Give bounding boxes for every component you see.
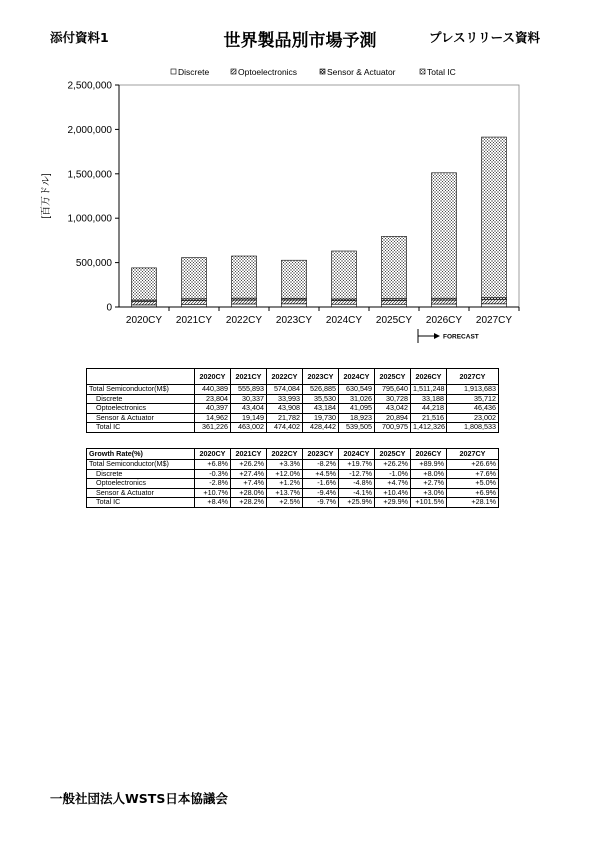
x-axis [119, 307, 519, 326]
table-cell: 526,885 [303, 385, 339, 395]
legend-label: Total IC [427, 67, 456, 77]
y-axis [68, 81, 120, 314]
row-label: Sensor & Actuator [87, 488, 195, 498]
table-cell: 19,149 [231, 413, 267, 423]
table-cell: 21,782 [267, 413, 303, 423]
forecast-annotation [418, 329, 479, 343]
table-cell: 700,975 [375, 423, 411, 433]
y-tick-label: 0 [106, 302, 112, 314]
y-tick-label: 1,000,000 [67, 213, 112, 225]
table-cell: +89.9% [411, 460, 447, 470]
table-cell: 428,442 [303, 423, 339, 433]
table-cell: 19,730 [303, 413, 339, 423]
column-header: 2026CY [411, 449, 447, 460]
x-tick-label: 2021CY [175, 315, 213, 326]
table-cell: 1,412,326 [411, 423, 447, 433]
row-label: Optoelectronics [87, 404, 195, 414]
table-cell: 46,436 [447, 404, 499, 414]
table-cell: +10.4% [375, 488, 411, 498]
table-cell: 574,084 [267, 385, 303, 395]
bar-total-ic-2022CY [232, 256, 257, 298]
table-cell: 795,640 [375, 385, 411, 395]
legend-swatch-sensor-actuator [320, 69, 325, 74]
y-tick-label: 2,500,000 [67, 80, 112, 92]
table-cell: 539,505 [339, 423, 375, 433]
table-cell: -2.8% [195, 479, 231, 489]
bar-optoelectronics-2023CY [282, 300, 307, 304]
column-header: 2020CY [195, 369, 231, 385]
table-header-row [87, 449, 499, 460]
table-cell: 43,184 [303, 404, 339, 414]
chart-legend [171, 67, 456, 77]
forecast-arrow-head [434, 333, 440, 339]
table-cell: +26.2% [231, 460, 267, 470]
table-cell: 41,095 [339, 404, 375, 414]
legend-label: Discrete [178, 67, 210, 77]
bar-total-ic-2020CY [132, 268, 157, 300]
table-cell: +6.9% [447, 488, 499, 498]
table-cell: 35,712 [447, 394, 499, 404]
attachment-label: 添付資料1 [50, 30, 109, 45]
table-cell: +101.5% [411, 498, 447, 508]
y-tick-label: 1,500,000 [67, 169, 112, 181]
column-header: 2021CY [231, 369, 267, 385]
table-cell: +8.4% [195, 498, 231, 508]
table-cell: -9.7% [303, 498, 339, 508]
x-tick-label: 2025CY [375, 315, 413, 326]
table-cell: 555,893 [231, 385, 267, 395]
bar-total-ic-2023CY [282, 260, 307, 298]
table-cell: -9.4% [303, 488, 339, 498]
table-cell: 43,908 [267, 404, 303, 414]
row-label: Optoelectronics [87, 479, 195, 489]
table-cell: 33,993 [267, 394, 303, 404]
column-header: 2024CY [339, 449, 375, 460]
bar-optoelectronics-2022CY [232, 300, 257, 304]
table-cell: +7.4% [231, 479, 267, 489]
table-row [87, 423, 499, 433]
column-header: 2023CY [303, 369, 339, 385]
legend-swatch-total-ic [420, 69, 425, 74]
table-cell: 463,002 [231, 423, 267, 433]
row-label: Discrete [87, 469, 195, 479]
table-cell: -1.0% [375, 469, 411, 479]
bar-optoelectronics-2020CY [132, 301, 157, 305]
table-row [87, 498, 499, 508]
table-cell: +12.0% [267, 469, 303, 479]
bar-sensor-actuator-2027CY [482, 298, 507, 300]
table-cell: 44,218 [411, 404, 447, 414]
table-cell: 21,516 [411, 413, 447, 423]
column-header: 2024CY [339, 369, 375, 385]
table-row [87, 404, 499, 414]
table-cell: +2.7% [411, 479, 447, 489]
table-cell: +7.6% [447, 469, 499, 479]
table-cell: 23,002 [447, 413, 499, 423]
table-header-row [87, 369, 499, 385]
growth-rate-table [86, 448, 499, 508]
table-cell: +4.7% [375, 479, 411, 489]
table-row [87, 385, 499, 395]
bar-optoelectronics-2021CY [182, 300, 207, 304]
table-cell: -8.2% [303, 460, 339, 470]
table-cell: -0.3% [195, 469, 231, 479]
market-forecast-chart [0, 0, 600, 360]
table-cell: +2.5% [267, 498, 303, 508]
table-cell: 35,530 [303, 394, 339, 404]
table-cell: +3.0% [411, 488, 447, 498]
bar-total-ic-2027CY [482, 137, 507, 298]
bar-total-ic-2025CY [382, 236, 407, 298]
table-cell: +29.9% [375, 498, 411, 508]
column-header: 2027CY [447, 369, 499, 385]
table-cell: 30,728 [375, 394, 411, 404]
table-row [87, 479, 499, 489]
table-cell: 474,402 [267, 423, 303, 433]
y-axis-label: [百万ドル] [41, 173, 52, 219]
table-cell: +26.6% [447, 460, 499, 470]
x-tick-label: 2020CY [125, 315, 163, 326]
table-cell: +4.5% [303, 469, 339, 479]
table-cell: -12.7% [339, 469, 375, 479]
table-cell: 20,894 [375, 413, 411, 423]
bar-optoelectronics-2025CY [382, 300, 407, 304]
table-cell: +27.4% [231, 469, 267, 479]
table-cell: 31,026 [339, 394, 375, 404]
x-tick-label: 2027CY [475, 315, 513, 326]
bar-optoelectronics-2027CY [482, 300, 507, 304]
table-cell: -4.1% [339, 488, 375, 498]
table-cell: 43,404 [231, 404, 267, 414]
organization-footer: 一般社団法人WSTS日本協議会 [50, 791, 228, 806]
table-row [87, 413, 499, 423]
market-size-table [86, 368, 499, 433]
table-cell: 18,923 [339, 413, 375, 423]
table-row [87, 488, 499, 498]
row-label: Total IC [87, 423, 195, 433]
page-title: 世界製品別市場予測 [223, 31, 377, 51]
table-cell: +6.8% [195, 460, 231, 470]
table-row [87, 394, 499, 404]
column-header: 2025CY [375, 369, 411, 385]
row-label: Total Semiconductor(M$) [87, 385, 195, 395]
table-cell: 630,549 [339, 385, 375, 395]
table-row [87, 460, 499, 470]
x-tick-label: 2026CY [425, 315, 463, 326]
bar-total-ic-2021CY [182, 258, 207, 299]
table-cell: 1,511,248 [411, 385, 447, 395]
table-cell: +5.0% [447, 479, 499, 489]
table-cell: +28.2% [231, 498, 267, 508]
legend-swatch-discrete [171, 69, 176, 74]
bar-optoelectronics-2026CY [432, 300, 457, 304]
table-cell: +3.3% [267, 460, 303, 470]
table-cell: +19.7% [339, 460, 375, 470]
table-cell: +8.0% [411, 469, 447, 479]
table-cell: 40,397 [195, 404, 231, 414]
table-cell: 1,913,683 [447, 385, 499, 395]
table-cell: +1.2% [267, 479, 303, 489]
table-row [87, 469, 499, 479]
row-label: Sensor & Actuator [87, 413, 195, 423]
bar-group [132, 137, 507, 307]
table-cell: +13.7% [267, 488, 303, 498]
legend-swatch-optoelectronics [231, 69, 236, 74]
plot-area [119, 85, 519, 307]
table-cell: +28.1% [447, 498, 499, 508]
table-cell: -1.6% [303, 479, 339, 489]
y-tick-label: 2,000,000 [67, 124, 112, 136]
table-cell: +10.7% [195, 488, 231, 498]
table-cell: 14,962 [195, 413, 231, 423]
bar-total-ic-2024CY [332, 251, 357, 299]
bar-total-ic-2026CY [432, 173, 457, 298]
table-cell: 33,188 [411, 394, 447, 404]
legend-label: Optoelectronics [238, 67, 298, 77]
column-header: 2021CY [231, 449, 267, 460]
y-tick-label: 500,000 [75, 258, 112, 270]
column-header: 2025CY [375, 449, 411, 460]
column-header: 2027CY [447, 449, 499, 460]
table-cell: -4.8% [339, 479, 375, 489]
row-label: Total IC [87, 498, 195, 508]
table-cell: +26.2% [375, 460, 411, 470]
x-tick-label: 2023CY [275, 315, 313, 326]
table-cell: 1,808,533 [447, 423, 499, 433]
x-tick-label: 2024CY [325, 315, 363, 326]
table-cell: 30,337 [231, 394, 267, 404]
table-cell: 23,804 [195, 394, 231, 404]
x-tick-label: 2022CY [225, 315, 263, 326]
row-label: Discrete [87, 394, 195, 404]
column-header: 2022CY [267, 449, 303, 460]
column-header: 2022CY [267, 369, 303, 385]
table-cell: 43,042 [375, 404, 411, 414]
table-cell: 361,226 [195, 423, 231, 433]
column-header: 2026CY [411, 369, 447, 385]
table-cell: 440,389 [195, 385, 231, 395]
table-cell: +25.9% [339, 498, 375, 508]
forecast-label: FORECAST [443, 333, 479, 341]
bar-optoelectronics-2024CY [332, 301, 357, 305]
table-corner-cell: Growth Rate(%) [87, 449, 195, 460]
row-label: Total Semiconductor(M$) [87, 460, 195, 470]
legend-label: Sensor & Actuator [327, 67, 396, 77]
column-header: 2020CY [195, 449, 231, 460]
table-cell: +28.0% [231, 488, 267, 498]
press-release-label: プレスリリース資料 [428, 30, 540, 45]
table-corner-cell [87, 369, 195, 385]
column-header: 2023CY [303, 449, 339, 460]
